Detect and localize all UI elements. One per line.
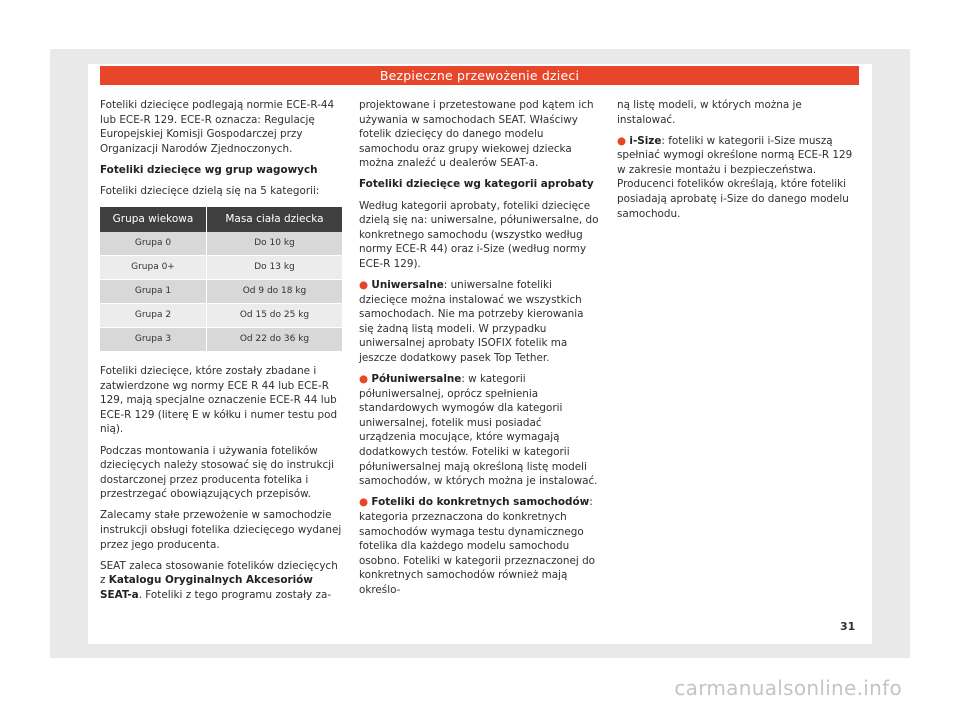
paragraph: projektowane i przetestowane pod kątem ich używania w samochodach SEAT. Właściwy fotelik dziecięcy do danego modelu samochodu oraz grupy wiekowej dziecka można znaleźć u dealerów SEAT-a. (359, 99, 594, 170)
text-run: . Foteliki z tego programu zostały za- (138, 588, 332, 601)
bullet-term: Foteliki do konkretnych samochodów (371, 496, 590, 509)
weight-group-table (100, 207, 342, 353)
table-row (100, 232, 342, 256)
table-cell: Grupa 1 (100, 280, 206, 304)
bullet-icon: ● (359, 373, 369, 386)
bullet-icon: ● (359, 496, 369, 509)
bullet-icon: ● (359, 279, 369, 292)
section-header: Bezpieczne przewożenie dzieci (100, 66, 859, 85)
bullet-icon: ● (617, 134, 627, 147)
column-header-child-weight: Masa ciała dziecka (206, 207, 342, 232)
bullet-text: : foteliki w kategorii i-Size muszą spełniać wymogi określone normą ECE-R 129 w zakresie montażu i bezpieczeństwa. Producenci fotelików określają, które foteliki posiadają aprobatę i-Size do danego modelu samochodu. (617, 134, 853, 220)
table-row (100, 328, 342, 352)
text-column-3 (617, 98, 859, 228)
table-row (100, 280, 342, 304)
bullet-term: Uniwersalne (371, 279, 444, 292)
table-cell: Grupa 3 (100, 328, 206, 352)
table-cell: Od 22 do 36 kg (206, 328, 342, 352)
paragraph: Według kategorii aprobaty, foteliki dziecięce dzielą się na: uniwersalne, półuniwersalne, do konkretnego samochodu (wszystko według normy ECE-R 44) oraz i-Size (według normy ECE-R 129). (359, 199, 599, 270)
bullet-item (359, 372, 601, 489)
table-cell: Grupa 2 (100, 304, 206, 328)
catalog-name: Katalogu Oryginalnych Akcesoriów SEAT-a (100, 574, 313, 601)
bullet-text: : kategoria przeznaczona do konkretnych samochodów wymaga testu dynamicznego fotelika dla każdego modelu samochodu osobno. Foteliki w kategorii przeznaczonej do konkretnych samochodów również mają określo- (359, 496, 596, 596)
bullet-term: Półuniwersalne (371, 373, 462, 386)
bullet-item (359, 278, 601, 366)
paragraph: Foteliki dziecięce dzielą się na 5 kategorii: (100, 184, 320, 197)
text-run: SEAT zaleca stosowanie fotelików dziecięcych z (100, 559, 338, 587)
paragraph (100, 559, 342, 603)
text-column-2 (359, 98, 601, 604)
column-header-age-group: Grupa wiekowa (100, 207, 206, 232)
watermark: carmanualsonline.info (674, 676, 902, 700)
paragraph: Podczas montowania i używania fotelików dziecięcych należy stosować się do instrukcji dostarczonej przez producenta fotelika i przestrzegać obowiązujących przepisów. (100, 444, 334, 501)
paragraph: ną listę modeli, w których można je instalować. (617, 99, 802, 126)
table-header-row (100, 207, 342, 232)
table-cell: Grupa 0 (100, 232, 206, 256)
table-row (100, 256, 342, 280)
subheading: Foteliki dziecięce wg kategorii aprobaty (359, 178, 594, 191)
bullet-item (617, 134, 859, 222)
bullet-item (359, 495, 601, 597)
paragraph: Foteliki dziecięce, które zostały zbadane i zatwierdzone wg normy ECE R 44 lub ECE-R 129, mają specjalne oznaczenie ECE-R 44 lub ECE-R 129 (literę E w kółku i numer testu pod nią). (100, 365, 338, 436)
table-cell: Grupa 0+ (100, 256, 206, 280)
table-cell: Od 9 do 18 kg (206, 280, 342, 304)
table-cell: Od 15 do 25 kg (206, 304, 342, 328)
table-row (100, 304, 342, 328)
bullet-text: : uniwersalne foteliki dziecięce można instalować we wszystkich samochodach. Nie ma potrzeby kierowania się żadną listą modeli. W przypadku uniwersalnej aprobaty ISOFIX fotelik ma jeszcze dodatkowy pasek Top Tether. (359, 279, 584, 364)
table-cell: Do 10 kg (206, 232, 342, 256)
paragraph: Foteliki dziecięce podlegają normie ECE-R-44 lub ECE-R 129. ECE-R oznacza: Regulację Europejskiej Komisji Gospodarczej przy Organizacji Narodów Zjednoczonych. (100, 99, 335, 155)
table-cell: Do 13 kg (206, 256, 342, 280)
bullet-text: : w kategorii półuniwersalnej, oprócz spełnienia standardowych wymogów dla kategorii uniwersalnej, fotelik musi posiadać urządzenia mocujące, które wymagają dodatkowych testów. Foteliki w kategorii półuniwersalnej mają określoną listę modeli samochodów, w których można je instalować. (359, 373, 598, 488)
bullet-term: i-Size (629, 134, 662, 147)
page-number: 31 (840, 620, 856, 633)
paragraph: Zalecamy stałe przewożenie w samochodzie instrukcji obsługi fotelika dziecięcego wydanej przez jego producenta. (100, 509, 342, 551)
subheading: Foteliki dziecięce wg grup wagowych (100, 163, 318, 176)
text-column-1 (100, 98, 342, 609)
